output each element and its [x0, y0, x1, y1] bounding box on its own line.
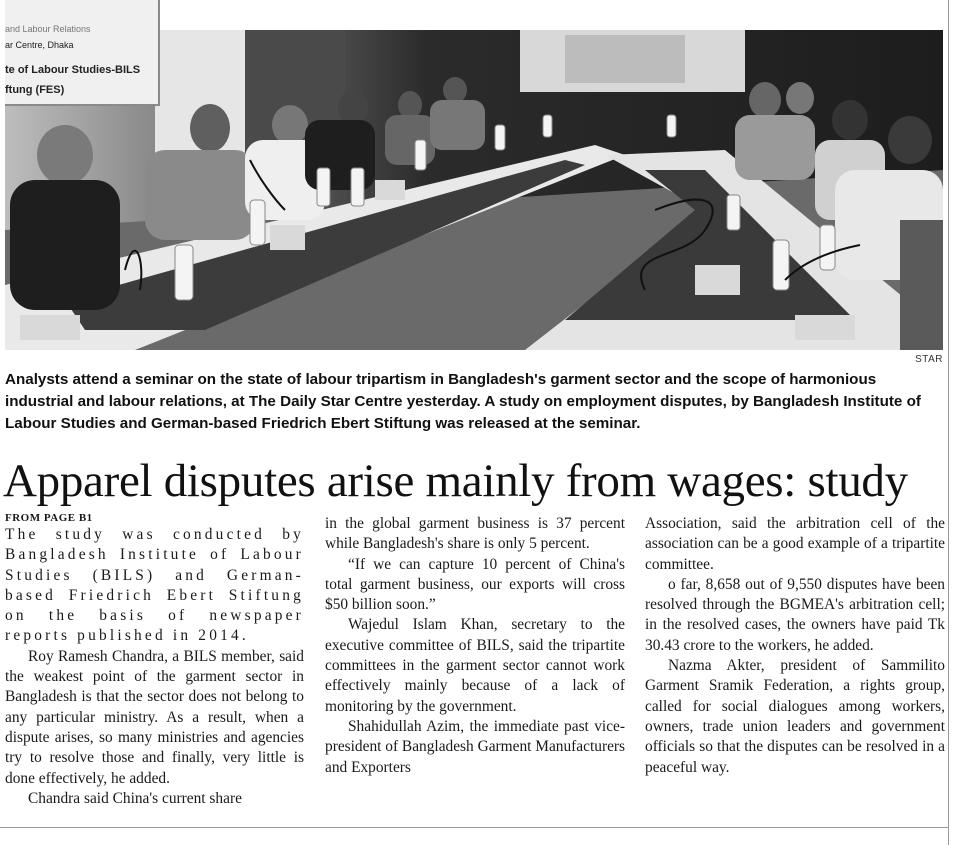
article-paragraph: Shahidullah Azim, the immediate past vice-president of Bangladesh Garment Manufacturers and Exporters — [325, 717, 626, 776]
article-column-2 — [325, 514, 625, 778]
banner-line-4: ftung (FES) — [5, 84, 65, 96]
banner-line-3: te of Labour Studies-BILS — [5, 64, 141, 76]
article-paragraph: in the global garment business is 37 percent while Bangladesh's share is only 5 percent. — [325, 515, 625, 553]
article-paragraph: Association, said the arbitration cell of the association can be a good example of a tripartite committee. — [645, 515, 945, 573]
banner-line-2: ar Centre, Dhaka — [5, 40, 74, 50]
article-column-1 — [5, 511, 304, 809]
article-paragraph: “If we can capture 10 percent of China's total garment business, our exports will cross $50 billion soon.” — [325, 555, 625, 614]
event-banner — [5, 0, 160, 106]
article-paragraph: Roy Ramesh Chandra, a BILS member, said the weakest point of the garment sector in Bangladesh is that the sector does not belong to any particular ministry. As a result, when a dispute arises, so many ministries and agencies try to resolve those and finally, very little is done effectively, he added. — [5, 647, 304, 787]
headline: Apparel disputes arise mainly from wages: study — [3, 455, 908, 507]
article-paragraph: o far, 8,658 out of 9,550 disputes have been resolved through the BGMEA's arbitration cell; in the resolved cases, the owners have paid Tk 30.43 crore to the workers, he added. — [645, 575, 945, 654]
column-rule-right — [948, 0, 949, 845]
article-paragraph-text: The study was conducted by Bangladesh Institute of Labour Studies (BILS) and German-based Friedrich Ebert Stiftung on the basis of newspaper reports published in 2014. — [5, 526, 304, 645]
banner-line-1: and Labour Relations — [5, 24, 91, 34]
article-paragraph — [5, 525, 304, 647]
article-column-3 — [645, 514, 945, 778]
photo-credit: STAR — [915, 354, 943, 365]
article-paragraph: Wajedul Islam Khan, secretary to the executive committee of BILS, said the tripartite committees in the garment sector cannot work effectively mainly because of a lack of monitoring by the government. — [325, 616, 625, 715]
page-bottom-rule — [0, 827, 948, 828]
photo-caption: Analysts attend a seminar on the state of labour tripartism in Bangladesh's garment sector and the scope of harmonious industrial and labour relations, at The Daily Star Centre yesterday. A study on employment disputes, by Bangladesh Institute of Labour Studies and German-based Friedrich Ebert Stiftung was released at the seminar. — [5, 371, 921, 432]
article-paragraph: Nazma Akter, president of Sammilito Garment Sramik Federation, a rights group, called for social dialogues among workers, owners, trade union leaders and government officials so that the disputes can be resolved in a peaceful way. — [645, 657, 945, 776]
article-paragraph: Chandra said China's current share — [28, 789, 242, 807]
continuation-label: FROM PAGE B1 — [5, 512, 93, 524]
